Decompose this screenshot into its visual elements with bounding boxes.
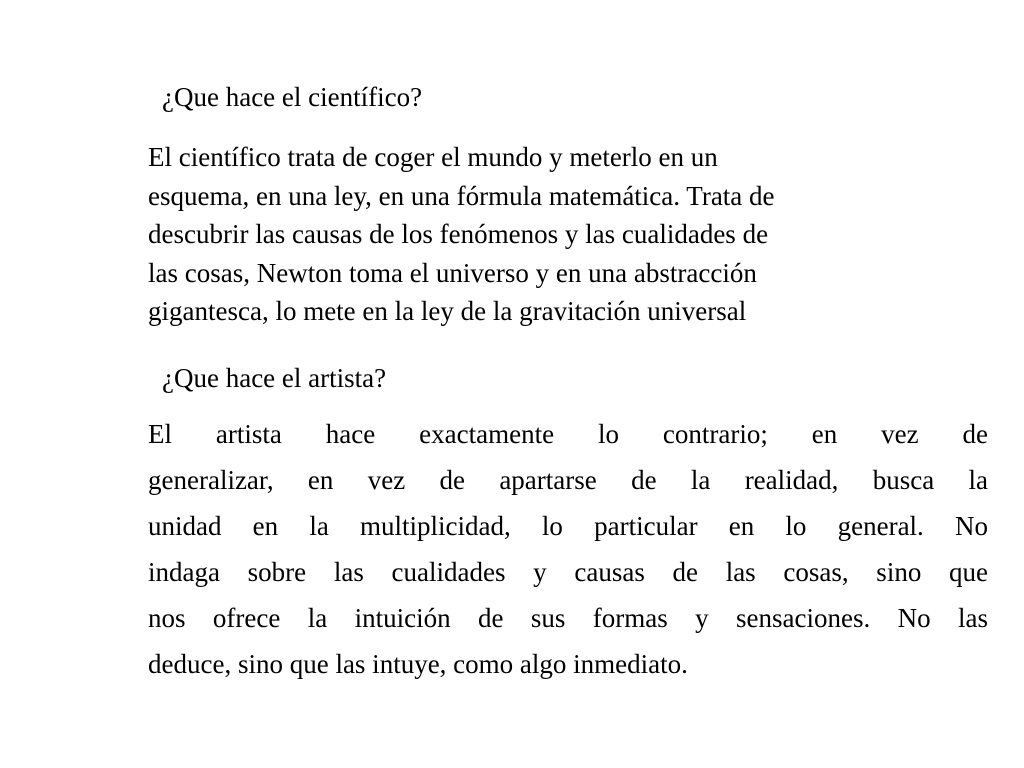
question-artist-heading: ¿Que hace el artista? [162, 363, 387, 393]
scientist-paragraph [148, 138, 948, 331]
scientist-paragraph-line: gigantesca, lo mete en la ley de la gravitación universal [148, 296, 747, 326]
scientist-paragraph-line: descubrir las causas de los fenómenos y las cualidades de [148, 219, 769, 249]
scientist-paragraph-line: esquema, en una ley, en una fórmula matemática. Trata de [148, 180, 775, 211]
artist-paragraph-line: El artista hace exactamente lo contrario; en vez de [148, 419, 988, 449]
artist-paragraph [148, 411, 988, 687]
artist-paragraph-line: deduce, sino que las intuye, como algo inmediato. [148, 649, 688, 679]
scientist-paragraph-line: El científico trata de coger el mundo y meterlo en un [148, 142, 718, 172]
scientist-paragraph-line: las cosas, Newton toma el universo y en una abstracción [148, 257, 757, 288]
artist-paragraph-line: unidad en la multiplicidad, lo particular en lo general. No [148, 511, 988, 541]
artist-paragraph-line: nos ofrece la intuición de sus formas y sensaciones. No las [148, 603, 988, 633]
artist-paragraph-line: indaga sobre las cualidades y causas de las cosas, sino que [148, 557, 988, 587]
question-scientist-heading: ¿Que hace el científico? [162, 82, 423, 112]
artist-paragraph-line: generalizar, en vez de apartarse de la realidad, busca la [148, 465, 988, 495]
